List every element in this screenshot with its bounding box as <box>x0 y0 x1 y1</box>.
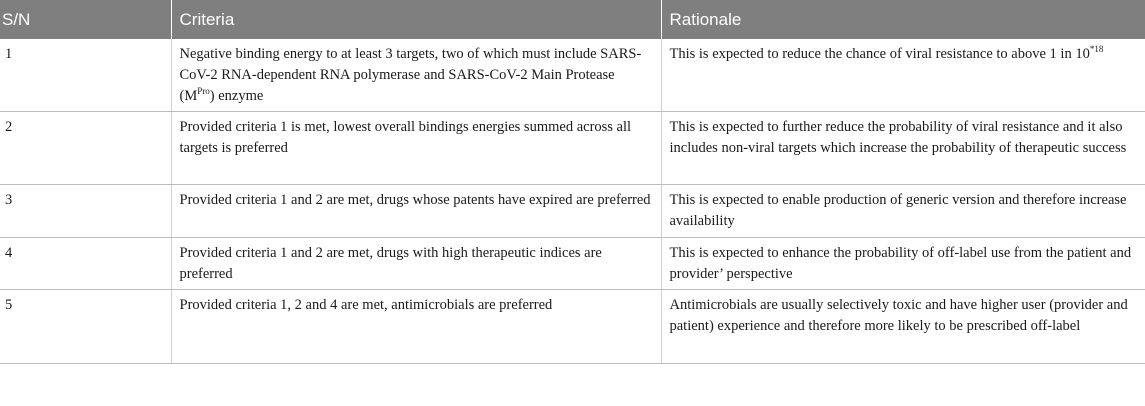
cell-rationale: Antimicrobials are usually selectively toxic and have higher user (provider and patient) experience and therefore more likely to be prescribed off-label <box>661 289 1145 363</box>
cell-rationale <box>661 39 1145 111</box>
criteria-text-end: ) enzyme <box>209 88 264 104</box>
header-row <box>0 0 1145 39</box>
cell-rationale: This is expected to enhance the probability of off-label use from the patient and provider’ perspective <box>661 237 1145 289</box>
rationale-superscript: *18 <box>1089 44 1104 55</box>
table-row <box>0 289 1145 363</box>
table-row <box>0 184 1145 237</box>
cell-criteria: Provided criteria 1 is met, lowest overall bindings energies summed across all targets is preferred <box>171 111 661 184</box>
cell-criteria: Provided criteria 1, 2 and 4 are met, antimicrobials are preferred <box>171 289 661 363</box>
cell-criteria: Provided criteria 1 and 2 are met, drugs with high therapeutic indices are preferred <box>171 237 661 289</box>
cell-sn: 1 <box>0 39 171 111</box>
cell-rationale: This is expected to enable production of generic version and therefore increase availability <box>661 184 1145 237</box>
table-row <box>0 237 1145 289</box>
cell-sn: 5 <box>0 289 171 363</box>
table-body <box>0 39 1145 363</box>
table-row <box>0 111 1145 184</box>
table-row <box>0 39 1145 111</box>
cell-sn: 3 <box>0 184 171 237</box>
table-header <box>0 0 1145 39</box>
cell-criteria <box>171 39 661 111</box>
rationale-text: This is expected to reduce the chance of viral resistance to above 1 in 10 <box>669 46 1090 62</box>
header-criteria: Criteria <box>171 0 661 39</box>
cell-criteria: Provided criteria 1 and 2 are met, drugs whose patents have expired are preferred <box>171 184 661 237</box>
cell-rationale: This is expected to further reduce the probability of viral resistance and it also includes non-viral targets which increase the probability of therapeutic success <box>661 111 1145 184</box>
criteria-superscript: Pro <box>197 86 210 97</box>
header-sn: S/N <box>0 0 171 39</box>
header-rationale: Rationale <box>661 0 1145 39</box>
cell-sn: 4 <box>0 237 171 289</box>
cell-sn: 2 <box>0 111 171 184</box>
criteria-text: Negative binding energy to at least 3 targets, two of which must include SARS-CoV-2 RNA-dependent RNA polymerase and SARS-CoV-2 Main Protease (M <box>179 46 642 104</box>
